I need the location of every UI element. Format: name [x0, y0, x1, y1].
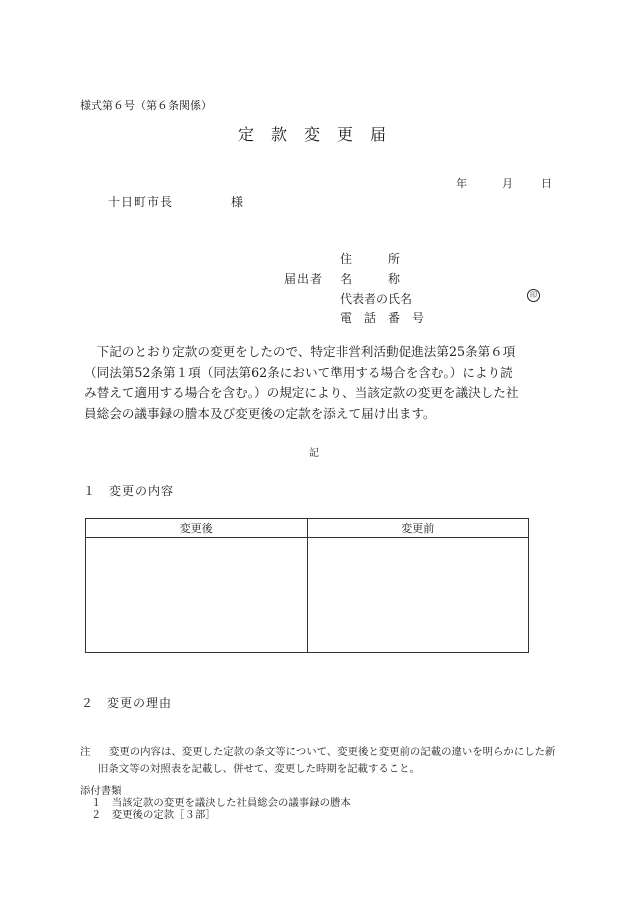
seal-mark: 印 — [527, 289, 540, 302]
header-before: 変更前 — [307, 519, 529, 538]
cell-before[interactable] — [307, 538, 529, 653]
section-change-reason: ２ 変更の理由 — [81, 696, 173, 710]
body-line: 員総会の議事録の謄本及び変更後の定款を添えて届け出ます。 — [84, 405, 436, 421]
field-address: 住 所 — [340, 252, 401, 266]
body-line: み替えて適用する場合を含む。）の規定により、当該定款の変更を議決した社 — [84, 385, 519, 400]
note-line-2: 旧条文等の対照表を記載し、併せて、変更した時期を記載すること。 — [98, 763, 420, 775]
table-header-row — [86, 519, 529, 538]
addressee-name: 十日町市長 — [108, 195, 174, 209]
change-table — [85, 518, 529, 653]
note-line-1: 変更の内容は、変更した定款の条文等について、変更後と変更前の記載の違いを明らかにした新 — [109, 746, 556, 758]
notifier-label: 届出者 — [284, 272, 324, 286]
ki-heading: 記 — [309, 448, 319, 459]
note — [80, 744, 560, 778]
field-representative: 代表者の氏名 — [340, 292, 413, 306]
attachments-title: 添付書類 — [80, 785, 122, 797]
body-paragraph — [84, 342, 564, 424]
document-title: 定款変更届 — [238, 125, 404, 144]
form-number: 様式第６号（第６条関係） — [80, 99, 212, 112]
date-day-label: 日 — [541, 177, 552, 190]
date-month-label: 月 — [502, 177, 513, 190]
attachment-item: ２ 変更後の定款［３部］ — [91, 809, 216, 821]
header-after: 変更後 — [86, 519, 308, 538]
cell-after[interactable] — [86, 538, 308, 653]
body-line: 下記のとおり定款の変更をしたので、特定非営利活動促進法第25条第６項 — [84, 344, 516, 359]
table-body-row — [86, 538, 529, 653]
date-year-label: 年 — [456, 177, 467, 190]
field-name: 名 称 — [340, 272, 401, 286]
field-phone: 電 話 番 号 — [340, 311, 425, 325]
body-line: （同法第52条第１項（同法第62条において準用する場合を含む。）により読 — [84, 364, 513, 380]
section-change-content: １ 変更の内容 — [83, 484, 175, 498]
addressee-honorific: 様 — [231, 195, 244, 209]
attachment-item: １ 当該定款の変更を議決した社員総会の議事録の謄本 — [91, 797, 351, 809]
note-mark: 注 — [80, 746, 91, 758]
